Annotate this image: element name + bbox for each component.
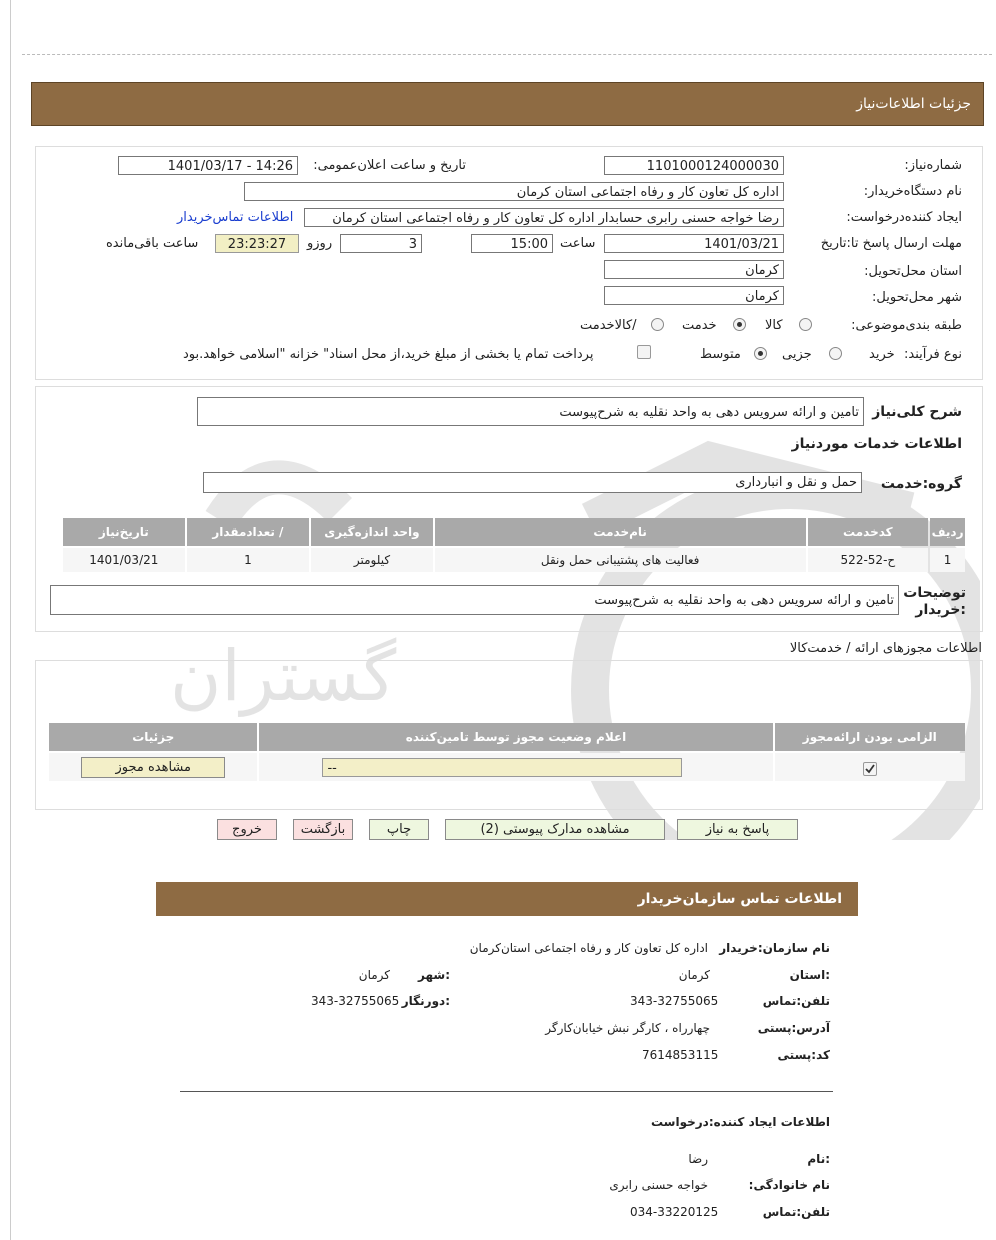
cell: ح-52-522 [808, 548, 929, 572]
permits-title: اطلاعات مجوزهای ارائه / خدمت‌کالا [789, 641, 982, 656]
col-header: جزئیات [49, 723, 257, 751]
col-header: واحد اندازه‌گیری [311, 518, 433, 546]
remaining-label: ساعت باقی‌مانده [106, 236, 199, 251]
creator-family-label: نام خانوادگی: [748, 1178, 830, 1192]
contact-header [156, 882, 858, 916]
reply-button[interactable]: پاسخ به نیاز [677, 819, 798, 840]
creator-field: رضا خواجه حسنی رابری حسابدار اداره کل تعاون کار و رفاه اجتماعی استان کرمان [304, 208, 784, 227]
watermark-text: گستران [170, 635, 397, 717]
process-minor-radio[interactable] [829, 347, 842, 360]
table-row [49, 753, 965, 781]
services-title: اطلاعات خدمات موردنیاز [791, 436, 962, 452]
permits-table [47, 721, 967, 783]
days-field: 3 [340, 234, 422, 253]
need-number-label: شماره‌نیاز: [904, 158, 962, 173]
required-checkbox[interactable] [863, 762, 877, 776]
col-header: الزامی بودن ارائه‌مجوز [775, 723, 965, 751]
notes-field: تامین و ارائه سرویس دهی به واحد نقلیه به شرح‌پیوست [50, 585, 899, 615]
category-service-label: خدمت [682, 318, 717, 333]
col-header: نام‌خدمت [435, 518, 806, 546]
postal-label: کد:پستی [777, 1048, 830, 1062]
summary-field: تامین و ارائه سرویس دهی به واحد نقلیه به شرح‌پیوست [197, 397, 864, 426]
category-goods-label: کالا [765, 318, 783, 333]
creator-phone-value: 034-33220125 [630, 1205, 719, 1219]
page-left-border [10, 0, 11, 1240]
contact-fax-value: 343-32755065 [311, 994, 400, 1008]
services-table [61, 516, 967, 574]
org-label: نام سازمان:خریدار [719, 941, 830, 955]
exit-button[interactable]: خروج [217, 819, 277, 840]
province-label: استان محل‌تحویل: [864, 264, 962, 279]
page-title: جزئیات اطلاعات‌نیاز [856, 96, 971, 112]
contact-city-label: :شهر [418, 968, 450, 982]
city-label: شهر محل‌تحویل: [872, 290, 962, 305]
summary-label: شرح کلی‌نیاز [872, 404, 962, 420]
table-row [63, 548, 965, 572]
category-both-label: /کالاخدمت [580, 318, 637, 333]
address-value: چهارراه ، کارگر نبش خیابان‌کارگر [545, 1021, 710, 1035]
category-goods-radio[interactable] [799, 318, 812, 331]
address-label: آدرس:پستی [757, 1021, 830, 1035]
top-divider [22, 54, 992, 55]
cell: 1 [187, 548, 310, 572]
postal-value: 7614853115 [642, 1048, 719, 1062]
creator-info-title: اطلاعات ایجاد کننده:درخواست [650, 1115, 830, 1129]
col-header: تاریخ‌نیاز [63, 518, 185, 546]
process-label: نوع فرآیند: [904, 347, 962, 362]
cell: کیلومتر [311, 548, 433, 572]
remaining-time: 23:23:27 [215, 234, 299, 253]
col-header: کدخدمت [808, 518, 929, 546]
cell: 1401/03/21 [63, 548, 185, 572]
contact-city-value: کرمان [358, 968, 390, 982]
city-field: کرمان [604, 286, 784, 305]
contact-phone-label: تلفن:تماس [762, 994, 830, 1008]
deadline-time-label: ساعت [560, 236, 596, 251]
contact-title: اطلاعات تماس سازمان‌خریدار [637, 891, 842, 907]
announce-field: 1401/03/17 - 14:26 [118, 156, 298, 175]
buyer-contact-link[interactable]: اطلاعات تماس‌خریدار [177, 210, 294, 225]
contact-province-value: کرمان [678, 968, 710, 982]
notes-label-2: :خریدار [915, 602, 966, 618]
cell: 1 [930, 548, 965, 572]
services-table-header [63, 518, 965, 546]
attachments-button[interactable]: مشاهده مدارک پیوستی (2) [445, 819, 665, 840]
page-header [31, 82, 984, 126]
col-header: / تعدادمقدار [187, 518, 310, 546]
contact-divider [180, 1091, 833, 1092]
creator-phone-label: تلفن:تماس [762, 1205, 830, 1219]
creator-name-value: رضا [688, 1152, 708, 1166]
deadline-date-field: 1401/03/21 [604, 234, 784, 253]
province-field: کرمان [604, 260, 784, 279]
category-label: طبقه بندی‌موضوعی: [851, 318, 962, 333]
creator-family-value: خواجه حسنی رابری [609, 1178, 708, 1192]
process-minor-label: جزیی [782, 347, 812, 362]
creator-label: ایجاد کننده‌درخواست: [846, 210, 962, 225]
deadline-time-field: 15:00 [471, 234, 553, 253]
required-cell [775, 753, 965, 781]
back-button[interactable]: بازگشت [293, 819, 353, 840]
org-value: اداره کل تعاون کار و رفاه اجتماعی استان‌کرمان [469, 941, 708, 955]
announce-label: تاریخ و ساعت اعلان‌عمومی: [313, 158, 466, 173]
group-label: گروه:خدمت [880, 476, 962, 492]
need-number-field: 1101000124000030 [604, 156, 784, 175]
details-cell [49, 753, 257, 781]
contact-fax-label: :دورنگار [401, 994, 450, 1008]
notes-label-1: توضیحات [903, 585, 966, 601]
contact-province-label: :استان [789, 968, 830, 982]
payment-note: پرداخت تمام یا بخشی از مبلغ خرید،از محل اسناد" خزانه "اسلامی خواهد.بود [183, 347, 594, 362]
days-label: روزو [307, 236, 333, 251]
process-medium-label: متوسط [700, 347, 741, 362]
col-header: ردیف [930, 518, 965, 546]
buyer-field: اداره کل تعاون کار و رفاه اجتماعی استان کرمان [244, 182, 784, 201]
cell: فعالیت های پشتیبانی حمل ونقل [435, 548, 806, 572]
process-medium-radio[interactable] [754, 347, 767, 360]
category-both-radio[interactable] [651, 318, 664, 331]
process-buy-label: خرید [869, 347, 895, 362]
print-button[interactable]: چاپ [369, 819, 429, 840]
group-field: حمل و نقل و انبارداری [203, 472, 862, 493]
payment-checkbox[interactable] [637, 345, 651, 359]
status-cell [259, 753, 772, 781]
check-icon [864, 763, 876, 775]
col-header: اعلام وضعیت مجوز توسط تامین‌کننده [259, 723, 772, 751]
creator-name-label: :نام [807, 1152, 830, 1166]
contact-phone-value: 343-32755065 [630, 994, 719, 1008]
permit-status-field: -- [322, 758, 682, 777]
view-permit-button[interactable]: مشاهده مجوز [81, 757, 225, 778]
deadline-label: مهلت ارسال پاسخ تا:تاریخ [820, 236, 962, 251]
permits-table-header [49, 723, 965, 751]
category-service-radio[interactable] [733, 318, 746, 331]
buyer-label: نام دستگاه‌خریدار: [863, 184, 962, 199]
